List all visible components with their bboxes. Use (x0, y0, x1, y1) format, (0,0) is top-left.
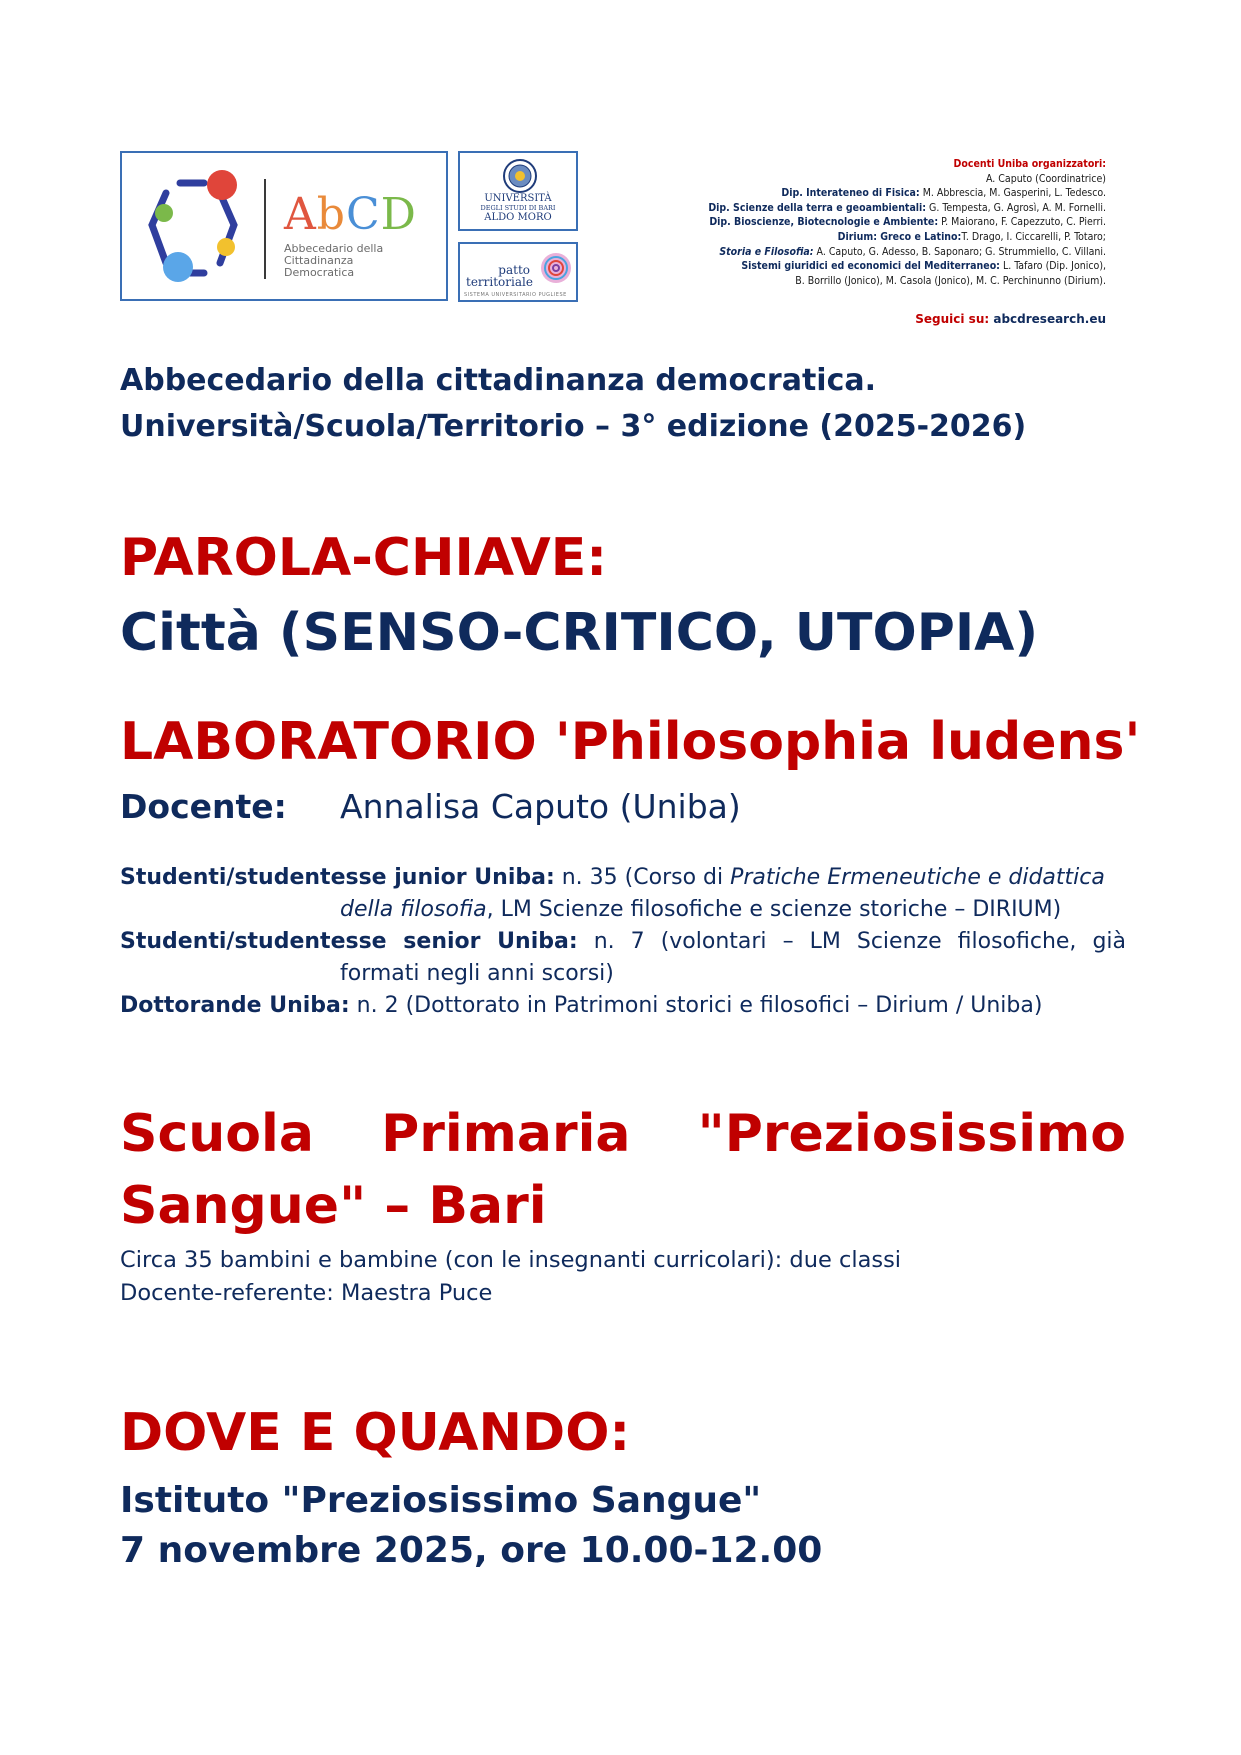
keyword-label: PAROLA-CHIAVE: (120, 528, 608, 588)
lab-docente (120, 787, 741, 827)
university-line3: ALDO MORO (484, 212, 552, 223)
lab-title: LABORATORIO 'Philosophia ludens' (120, 712, 1141, 772)
abcd-subtitle: Abbecedario della Cittadinanza Democratica (284, 242, 384, 279)
event-place: Istituto "Preziosissimo Sangue" (120, 1480, 762, 1521)
senior-text: n. 7 (volontari – LM Scienze filosofiche, già (577, 929, 1127, 954)
abcd-hexagon-icon (130, 167, 260, 287)
senior-students (120, 926, 1126, 958)
organizer-row: B. Borrillo (Jonico), M. Casola (Jonico), M. C. Perchinunno (Dirium). (795, 274, 1106, 287)
university-line1: UNIVERSITÀ (484, 193, 552, 204)
patto-line2: territoriale (466, 275, 533, 289)
where-when-details (120, 1476, 822, 1576)
abcd-logo (120, 151, 448, 301)
where-when-title: DOVE E QUANDO: (120, 1403, 631, 1463)
abcd-divider (264, 179, 266, 279)
school-info (120, 1244, 901, 1310)
follow-us (915, 312, 1106, 326)
organizer-row: Dirium: Greco e Latino:T. Drago, I. Ciccarelli, P. Totaro; (837, 230, 1106, 243)
organizer-row: Dip. Bioscienze, Biotecnologie e Ambiente: P. Maiorano, F. Capezzuto, C. Pierri. (709, 216, 1106, 229)
event-date: 7 novembre 2025, ore 10.00-12.00 (120, 1530, 823, 1571)
junior-course-cont: della filosofia (340, 897, 487, 922)
phd-label: Dottorande Uniba: (120, 993, 350, 1018)
fingerprint-icon (538, 250, 574, 290)
organizers-block (606, 157, 1106, 288)
junior-text: n. 35 (Corso di (554, 865, 731, 890)
junior-continuation (120, 894, 1126, 926)
students-list (120, 862, 1126, 1022)
school-title: Scuola Primaria "Preziosissimo Sangue" – Bari (120, 1104, 1126, 1236)
heading-line2: Università/Scuola/Territorio – 3° edizione (2025-2026) (120, 409, 1027, 444)
junior-students (120, 862, 1126, 926)
university-line2: DEGLI STUDI DI BARI (480, 204, 556, 212)
patto-line1: patto (498, 263, 530, 277)
patto-territoriale-logo (458, 242, 578, 302)
abcd-wordmark: AbCD (284, 189, 417, 240)
docente-label: Docente: (120, 787, 287, 826)
heading-line1: Abbecedario della cittadinanza democratica. (120, 363, 876, 398)
organizers-title: Docenti Uniba organizzatori: (953, 158, 1106, 170)
website-link[interactable]: abcdresearch.eu (993, 312, 1106, 326)
senior-label: Studenti/studentesse senior Uniba: (120, 929, 578, 954)
page-heading (120, 358, 1026, 450)
junior-course: Pratiche Ermeneutiche e didattica (730, 865, 1105, 890)
docente-name: Annalisa Caputo (Uniba) (340, 787, 741, 826)
organizer-row: Storia e Filosofia: A. Caputo, G. Adesso, B. Saponaro; G. Strummiello, C. Villani. (719, 245, 1106, 258)
keyword-value: Città (SENSO-CRITICO, UTOPIA) (120, 603, 1039, 663)
organizer-row: Sistemi giuridici ed economici del Mediterraneo: L. Tafaro (Dip. Jonico), (741, 260, 1106, 273)
senior-continuation: formati negli anni scorsi) (340, 961, 614, 986)
university-logo (458, 151, 578, 231)
patto-subtitle: SISTEMA UNIVERSITARIO PUGLIESE (464, 292, 567, 298)
organizer-row: Dip. Interateneo di Fisica: M. Abbrescia, M. Gasperini, L. Tedesco. (781, 187, 1106, 200)
phd-text: n. 2 (Dottorato in Patrimoni storici e filosofici – Dirium / Uniba) (349, 993, 1043, 1018)
organizer-row: Dip. Scienze della terra e geoambientali: G. Tempesta, G. Agrosì, A. M. Fornelli. (708, 201, 1106, 214)
follow-label: Seguici su: (915, 312, 990, 326)
school-info-line2: Docente-referente: Maestra Puce (120, 1280, 493, 1306)
junior-rest: , LM Scienze filosofiche e scienze storiche – DIRIUM) (486, 897, 1062, 922)
organizer-row: A. Caputo (Coordinatrice) (986, 172, 1106, 185)
phd-students (120, 990, 1126, 1022)
junior-label: Studenti/studentesse junior Uniba: (120, 865, 555, 890)
university-seal-icon (502, 158, 538, 194)
school-info-line1: Circa 35 bambini e bambine (con le insegnanti curricolari): due classi (120, 1247, 902, 1273)
